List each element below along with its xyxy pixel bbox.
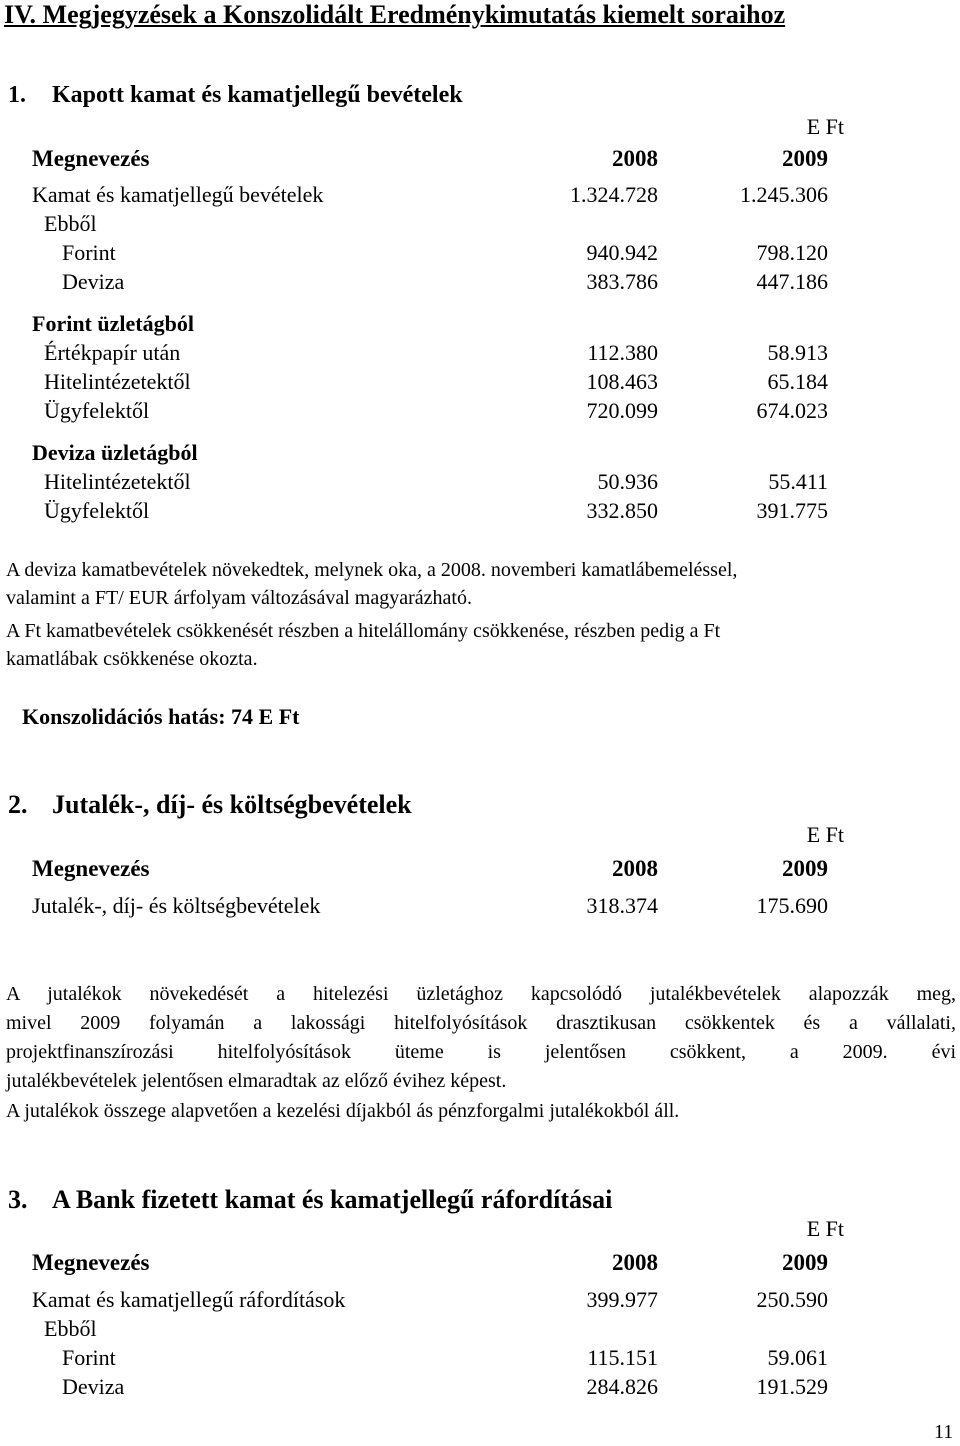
- section-2-number: 2.: [8, 790, 28, 819]
- table-cell-2008: 940.942: [586, 240, 658, 265]
- table-cell-2009: 58.913: [767, 340, 828, 365]
- section-2-heading: Jutalék-, díj- és költségbevételek: [52, 790, 412, 819]
- table-row-label: Deviza: [62, 269, 125, 294]
- table-cell-2008: 399.977: [586, 1287, 658, 1312]
- table-row-label: Kamat és kamatjellegű ráfordítások: [32, 1287, 346, 1312]
- section-1-number: 1.: [8, 82, 26, 108]
- table-cell-2009: 65.184: [767, 369, 828, 394]
- table-cell-2009: 447.186: [756, 269, 828, 294]
- table-row-label: Jutalék-, díj- és költségbevételek: [32, 893, 321, 918]
- table-row-label: Értékpapír után: [44, 340, 181, 365]
- paragraph-line: A Ft kamatbevételek csökkenését részben a hitelállomány csökkenése, részben pedig a Ft: [6, 620, 721, 642]
- paragraph-line: A deviza kamatbevételek növekedtek, melynek oka, a 2008. novemberi kamatlábemeléssel,: [6, 559, 738, 581]
- table-cell-2009: 55.411: [768, 469, 828, 494]
- page-title: IV. Megjegyzések a Konszolidált Eredménykimutatás kiemelt soraihoz: [4, 0, 786, 29]
- column-header-name: Megnevezés: [32, 146, 150, 171]
- unit-label: E Ft: [806, 822, 844, 847]
- column-header-name: Megnevezés: [32, 1250, 150, 1275]
- paragraph-line: jutalékbevételek jelentősen elmaradtak az előző évihez képest.: [6, 1070, 507, 1092]
- table-row-label: Kamat és kamatjellegű bevételek: [32, 182, 324, 207]
- column-header-2008: 2008: [612, 1250, 658, 1275]
- table-row-label: Ebből: [44, 1316, 97, 1341]
- paragraph-line: A jutalékok összege alapvetően a kezelési díjakból ás pénzforgalmi jutalékokból áll.: [6, 1100, 680, 1122]
- paragraph-line: valamint a FT/ EUR árfolyam változásával magyarázható.: [6, 587, 472, 609]
- table-cell-2008: 115.151: [587, 1345, 658, 1370]
- paragraph-line: projektfinanszírozási hitelfolyósítások üteme is jelentősen csökkent, a 2009. évi: [6, 1041, 956, 1063]
- table-cell-2009: 59.061: [767, 1345, 828, 1370]
- table-cell-2009: 391.775: [756, 498, 828, 523]
- table-row-label: Hitelintézetektől: [44, 469, 191, 494]
- unit-label: E Ft: [806, 114, 844, 139]
- table-cell-2009: 191.529: [756, 1374, 828, 1399]
- table-cell-2008: 108.463: [586, 369, 658, 394]
- table-cell-2008: 332.850: [586, 498, 658, 523]
- table-cell-2008: 318.374: [586, 893, 658, 918]
- consolidation-note: Konszolidációs hatás: 74 E Ft: [22, 704, 300, 729]
- table-row-label: Forint: [62, 240, 116, 265]
- paragraph-line: A jutalékok növekedését a hitelezési üzletághoz kapcsolódó jutalékbevételek alapozzák meg,: [6, 983, 956, 1005]
- table-cell-2008: 720.099: [586, 398, 658, 423]
- table-row-label: Ebből: [44, 211, 97, 236]
- table-cell-2008: 383.786: [586, 269, 658, 294]
- table-cell-2008: 284.826: [586, 1374, 658, 1399]
- table-cell-2009: 1.245.306: [740, 182, 828, 207]
- table-cell-2009: 250.590: [756, 1287, 828, 1312]
- table-group-label: Forint üzletágból: [32, 311, 194, 336]
- table-cell-2008: 112.380: [587, 340, 658, 365]
- table-cell-2008: 50.936: [597, 469, 658, 494]
- table-cell-2009: 798.120: [756, 240, 828, 265]
- section-3-number: 3.: [8, 1185, 28, 1214]
- table-row-label: Hitelintézetektől: [44, 369, 191, 394]
- table-row-label: Deviza: [62, 1374, 125, 1399]
- section-3-heading: A Bank fizetett kamat és kamatjellegű ráfordításai: [52, 1185, 613, 1214]
- table-row-label: Ügyfelektől: [44, 398, 150, 423]
- column-header-2009: 2009: [782, 856, 828, 881]
- section-1-heading: Kapott kamat és kamatjellegű bevételek: [52, 82, 463, 108]
- column-header-2009: 2009: [782, 1250, 828, 1275]
- table-row-label: Forint: [62, 1345, 116, 1370]
- table-cell-2008: 1.324.728: [570, 182, 658, 207]
- table-cell-2009: 674.023: [756, 398, 828, 423]
- table-row-label: Ügyfelektől: [44, 498, 150, 523]
- column-header-2009: 2009: [782, 146, 828, 171]
- column-header-2008: 2008: [612, 856, 658, 881]
- table-group-label: Deviza üzletágból: [32, 440, 198, 465]
- table-cell-2009: 175.690: [756, 893, 828, 918]
- column-header-name: Megnevezés: [32, 856, 150, 881]
- paragraph-line: kamatlábak csökkenése okozta.: [6, 648, 258, 670]
- column-header-2008: 2008: [612, 146, 658, 171]
- unit-label: E Ft: [806, 1216, 844, 1241]
- page-number: 11: [934, 1421, 954, 1443]
- paragraph-line: mivel 2009 folyamán a lakossági hitelfolyósítások drasztikusan csökkentek és a vállalati,: [6, 1012, 956, 1034]
